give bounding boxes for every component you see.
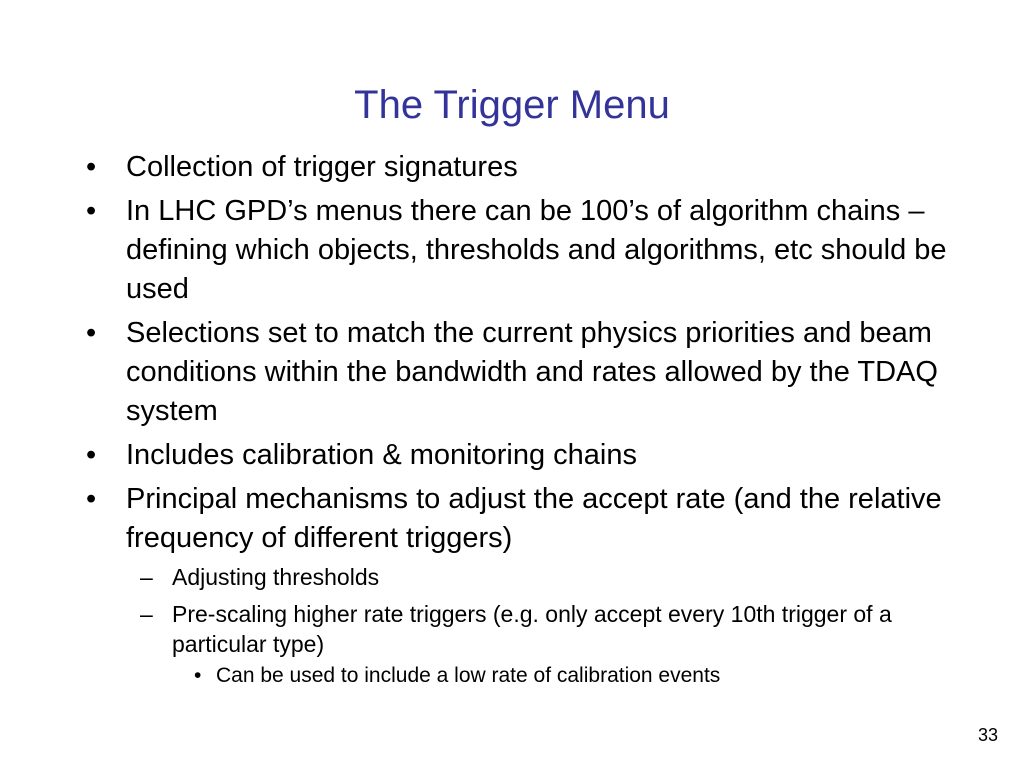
page-number: 33 — [977, 725, 998, 745]
sub-bullet-item — [126, 562, 956, 592]
bullet-text: Selections set to match the current physics priorities and beam conditions within the bandwidth and rates allowed by the TDAQ system — [126, 317, 938, 427]
sub-sub-bullet-item — [172, 662, 956, 690]
bullet-item — [86, 436, 956, 475]
bullet-list — [86, 148, 956, 697]
bullet-item — [86, 148, 956, 187]
bullet-marker: • — [86, 195, 97, 227]
bullet-item — [86, 192, 956, 309]
sub-bullet-text: Adjusting thresholds — [172, 564, 380, 590]
slide-title: The Trigger Menu — [354, 83, 670, 127]
sub-sub-bullet-list — [172, 662, 956, 690]
bullet-marker: • — [86, 151, 97, 183]
bullet-text: In LHC GPD’s menus there can be 100’s of algorithm chains – defining which objects, thresholds and algorithms, etc should be used — [126, 195, 947, 305]
sub-bullet-text: Pre-scaling higher rate triggers (e.g. only accept every 10th trigger of a particular type) — [172, 601, 892, 657]
bullet-text: Principal mechanisms to adjust the accept rate (and the relative frequency of different triggers) — [126, 483, 942, 554]
bullet-marker: • — [86, 317, 97, 349]
sub-bullet-item — [126, 599, 956, 690]
bullet-marker: • — [86, 439, 97, 471]
sub-sub-bullet-text: Can be used to include a low rate of calibration events — [216, 664, 721, 687]
bullet-item — [86, 480, 956, 690]
bullet-item — [86, 314, 956, 431]
bullet-text: Includes calibration & monitoring chains — [126, 439, 637, 471]
bullet-text: Collection of trigger signatures — [126, 151, 518, 183]
bullet-marker: • — [194, 664, 202, 687]
bullet-marker: • — [86, 483, 97, 515]
dash-marker: – — [140, 601, 153, 627]
sub-bullet-list — [126, 562, 956, 690]
dash-marker: – — [140, 564, 153, 590]
